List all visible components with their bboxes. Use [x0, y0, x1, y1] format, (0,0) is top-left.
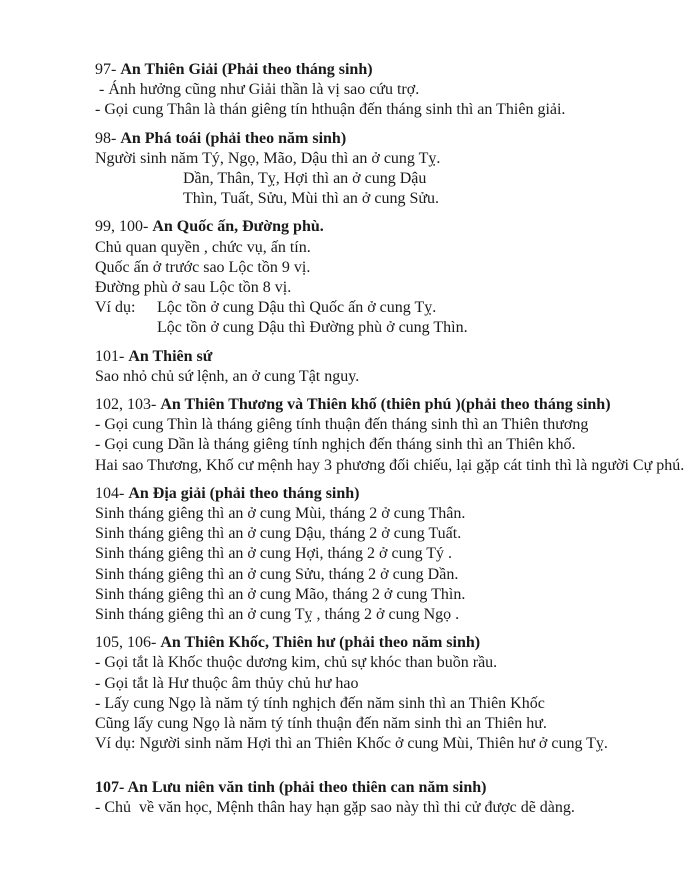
text-line [95, 278, 669, 298]
text-line [95, 149, 669, 169]
section-heading [95, 633, 669, 653]
line-text: - Lấy cung Ngọ là năm tý tính nghịch đến năm sinh thì an Thiên Khốc [95, 694, 545, 712]
line-text: Lộc tồn ở cung Dậu thì Đường phù ở cung Thìn. [157, 319, 468, 337]
section-title: An Thiên Thương và Thiên khố (thiên phú )(phải theo tháng sinh) [160, 396, 611, 414]
section-99-100 [95, 217, 669, 338]
text-line [95, 189, 669, 209]
line-text: Thìn, Tuất, Sửu, Mùi thì an ở cung Sửu. [183, 190, 440, 208]
text-line [95, 524, 669, 544]
line-text: Quốc ấn ở trước sao Lộc tồn 9 vị. [95, 258, 311, 276]
line-text: Sao nhỏ chủ sứ lệnh, an ở cung Tật nguy. [95, 367, 360, 385]
section-title: An Địa giải (phải theo tháng sinh) [128, 484, 360, 502]
section-number: 104- [95, 484, 129, 502]
text-line [95, 367, 669, 387]
section-title: An Phá toái (phải theo năm sinh) [120, 129, 347, 147]
section-number: 105, 106- [95, 634, 161, 652]
section-title: An Quốc ấn, Đường phù. [152, 218, 324, 236]
section-102-103 [95, 395, 685, 476]
line-text: Ví dụ: Người sinh năm Hợi thì an Thiên Khốc ở cung Mùi, Thiên hư ở cung Tỵ. [95, 735, 608, 753]
line-text: Cũng lấy cung Ngọ là năm tý tính thuận đến năm sinh thì an Thiên hư. [95, 715, 547, 733]
section-title: An Thiên Khốc, Thiên hư (phải theo năm sinh) [160, 634, 481, 652]
section-heading [95, 60, 669, 80]
section-heading [95, 484, 669, 504]
text-line [95, 298, 669, 318]
line-text: Sinh tháng giêng thì an ở cung Mão, tháng 2 ở cung Thìn. [95, 585, 466, 603]
line-text: Sinh tháng giêng thì an ở cung Tỵ , tháng 2 ở cung Ngọ . [95, 606, 460, 624]
text-line [95, 734, 669, 754]
text-line [95, 605, 669, 625]
document-content [95, 60, 685, 818]
text-line [95, 674, 669, 694]
section-title: An Thiên Giải (Phải theo tháng sinh) [120, 61, 373, 78]
line-text: - Gọi tắt là Hư thuộc âm thủy chủ hư hao [95, 674, 359, 692]
text-line [95, 694, 669, 714]
line-text: - Gọi tắt là Khốc thuộc dương kim, chủ sự khóc than buồn rầu. [95, 654, 498, 672]
section-number: 102, 103- [95, 396, 161, 414]
line-text: Sinh tháng giêng thì an ở cung Hợi, tháng 2 ở cung Tý . [95, 545, 453, 563]
text-line [95, 100, 669, 120]
line-text: - Chủ về văn học, Mệnh thân hay hạn gặp sao này thì thi cử được dẽ dàng. [95, 798, 575, 816]
text-line [95, 80, 669, 100]
line-text: Sinh tháng giêng thì an ở cung Mùi, tháng 2 ở cung Thân. [95, 505, 466, 523]
section-105-106 [95, 633, 669, 754]
line-text: Đường phù ở sau Lộc tồn 8 vị. [95, 279, 292, 297]
section-number: 97- [95, 61, 121, 78]
section-97 [95, 60, 669, 121]
section-number: 101- [95, 347, 129, 365]
section-heading [95, 395, 669, 415]
text-line [95, 585, 669, 605]
text-line [95, 435, 669, 455]
text-line [95, 653, 669, 673]
section-title: An Lưu niên văn tinh (phải theo thiên can năm sinh) [127, 778, 487, 796]
section-98 [95, 129, 669, 210]
text-line [95, 798, 669, 818]
text-line [95, 504, 669, 524]
line-text: Hai sao Thương, Khố cư mệnh hay 3 phương đối chiếu, lại gặp cát tinh thì là người Cự phú. [95, 456, 685, 474]
section-heading [95, 778, 669, 798]
line-text: - Gọi cung Dần là tháng giêng tính nghịch đến tháng sinh thì an Thiên khố. [95, 436, 576, 454]
text-line [95, 456, 685, 476]
text-line [95, 318, 669, 338]
text-line [95, 544, 669, 564]
section-number: 99, 100- [95, 218, 153, 236]
line-text: Chủ quan quyền , chức vụ, ấn tín. [95, 238, 311, 256]
line-text: Sinh tháng giêng thì an ở cung Sửu, tháng 2 ở cung Dần. [95, 565, 459, 583]
section-101 [95, 347, 669, 387]
line-text: Dần, Thân, Tỵ, Hợi thì an ở cung Dậu [183, 170, 427, 188]
text-line [95, 415, 669, 435]
text-line [95, 565, 669, 585]
text-line [95, 714, 669, 734]
text-line [95, 258, 669, 278]
section-heading [95, 217, 669, 237]
section-heading [95, 129, 669, 149]
line-text: Sinh tháng giêng thì an ở cung Dậu, tháng 2 ở cung Tuất. [95, 525, 462, 543]
example-label: Ví dụ: [95, 299, 136, 317]
section-number: 107- [95, 778, 128, 796]
text-line [95, 169, 669, 189]
line-text: - Gọi cung Thìn là tháng giêng tính thuận đến tháng sinh thì an Thiên thương [95, 416, 589, 434]
line-text: Lộc tồn ở cung Dậu thì Quốc ấn ở cung Tỵ. [157, 299, 437, 317]
section-104 [95, 484, 669, 625]
line-text: - Gọi cung Thân là thán giêng tín hthuận đến tháng sinh thì an Thiên giải. [95, 101, 566, 119]
section-title: An Thiên sứ [128, 347, 213, 365]
line-text: Người sinh năm Tý, Ngọ, Mão, Dậu thì an ở cung Tỵ. [95, 149, 441, 167]
text-line [95, 238, 669, 258]
section-heading [95, 347, 669, 367]
section-107 [95, 778, 669, 818]
line-text: - Ánh hưởng cũng như Giải thần là vị sao cứu trợ. [95, 81, 420, 99]
section-number: 98- [95, 129, 121, 147]
